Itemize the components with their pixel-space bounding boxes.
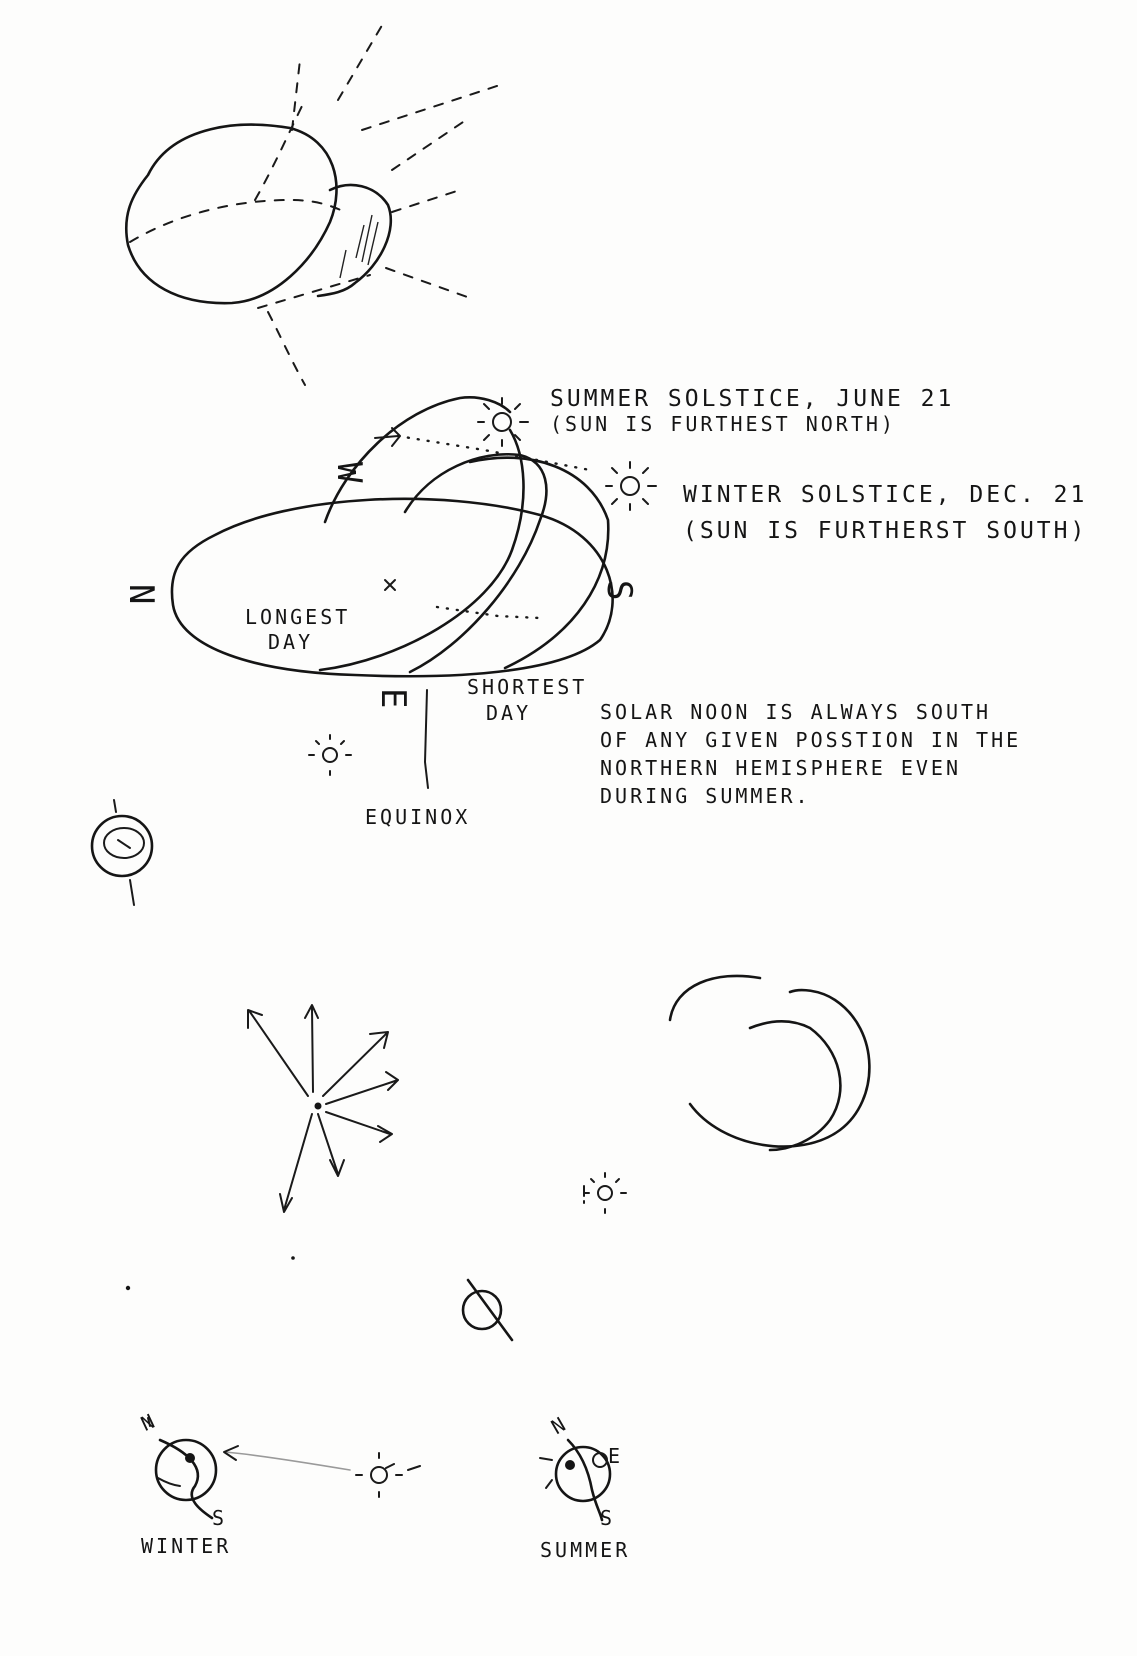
ecliptic-dotted — [398, 436, 590, 470]
stray-dot — [126, 1286, 130, 1290]
winter-sun-icon — [606, 462, 656, 510]
winter-globe-north: N — [137, 1407, 161, 1436]
compass-north-label: N — [121, 584, 161, 605]
solar-noon-line-3: NORTHERN HEMISPHERE EVEN — [600, 756, 961, 780]
winter-caption: WINTER — [141, 1534, 232, 1558]
winter-globe-sketch — [148, 1418, 350, 1518]
summer-globe-south: S — [600, 1506, 616, 1530]
observer-x — [385, 580, 395, 590]
small-globe-sketch — [92, 800, 152, 905]
solar-noon-line-2: OF ANY GIVEN POSSTION IN THE — [600, 728, 1022, 752]
winter-solstice-note: (SUN IS FURTHERST SOUTH) — [683, 518, 1088, 544]
top-sphere-sketch — [126, 22, 500, 385]
sun-path-diagram — [172, 397, 656, 788]
small-sun-icon — [309, 735, 351, 775]
summer-solstice-note: (SUN IS FURTHEST NORTH) — [550, 412, 896, 436]
longest-day-label-2: DAY — [268, 630, 314, 654]
equinox-label: EQUINOX — [365, 805, 471, 829]
crossed-circle-sketch — [463, 1280, 512, 1340]
arrow-starburst — [248, 1005, 398, 1212]
summer-globe-north: N — [547, 1410, 573, 1440]
summer-solstice-label: SUMMER SOLSTICE, JUNE 21 — [550, 386, 955, 412]
equinox-arc — [405, 454, 546, 672]
equinox-pointer — [425, 690, 428, 788]
stray-dot — [291, 1256, 295, 1260]
longest-day-label-1: LONGEST — [245, 605, 351, 629]
winter-arc — [470, 458, 608, 668]
shortest-day-label-1: SHORTEST — [467, 675, 588, 699]
summer-caption: SUMMER — [540, 1538, 631, 1562]
compass-west-label: W — [329, 462, 369, 483]
solar-noon-line-1: SOLAR NOON IS ALWAYS SOUTH — [600, 700, 992, 724]
crescent-arcs — [670, 976, 869, 1150]
shortest-day-label-2: DAY — [486, 701, 532, 725]
compass-south-label: S — [599, 580, 639, 601]
winter-globe-south: S — [212, 1506, 228, 1530]
compass-east-label: E — [373, 688, 413, 709]
small-sun-icon-2 — [584, 1173, 626, 1213]
solar-noon-line-4: DURING SUMMER. — [600, 784, 811, 808]
winter-solstice-label: WINTER SOLSTICE, DEC. 21 — [683, 482, 1088, 508]
summer-globe-east: E — [608, 1444, 624, 1468]
sun-icon-bottom — [356, 1453, 420, 1497]
